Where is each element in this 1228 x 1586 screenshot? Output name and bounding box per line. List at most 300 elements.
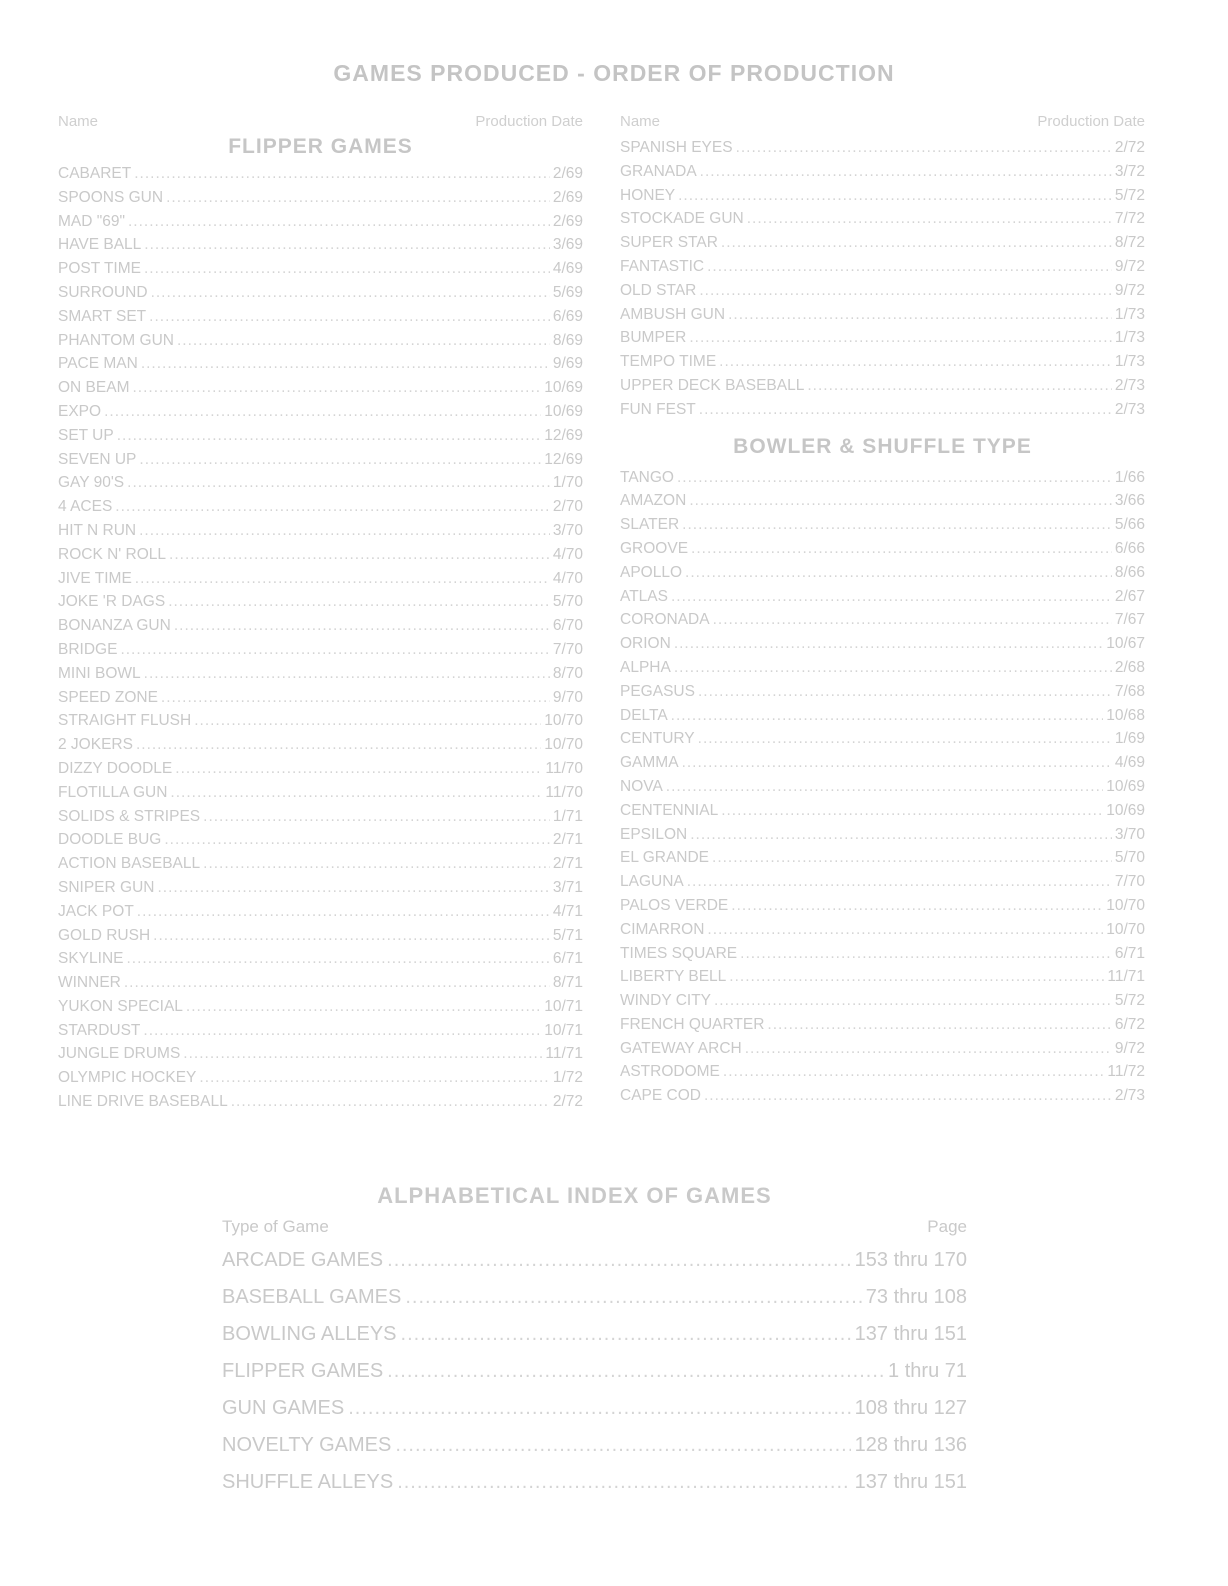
list-item — [620, 136, 1145, 160]
dot-leader — [401, 1316, 851, 1353]
item-date: 6/69 — [552, 307, 583, 325]
list-item — [58, 448, 583, 472]
list-item — [58, 709, 583, 733]
dot-leader — [747, 207, 1112, 231]
item-name: UPPER DECK BASEBALL — [620, 376, 805, 394]
list-item — [58, 186, 583, 210]
dot-leader — [139, 448, 541, 472]
list-item — [620, 303, 1145, 327]
item-date: 10/69 — [1106, 777, 1145, 795]
dot-leader — [174, 614, 550, 638]
list-item — [620, 1084, 1145, 1108]
item-date: 2/73 — [1114, 400, 1145, 418]
dot-leader — [713, 608, 1112, 632]
item-name: JUNGLE DRUMS — [58, 1045, 181, 1063]
list-item — [620, 965, 1145, 989]
item-date: 1/73 — [1114, 305, 1145, 323]
item-date: 3/71 — [552, 878, 583, 896]
item-name: NOVELTY GAMES — [222, 1434, 392, 1456]
left-column-header — [58, 112, 583, 132]
dot-leader — [127, 471, 550, 495]
dot-leader — [699, 398, 1112, 422]
item-date: 2/73 — [1114, 1087, 1145, 1105]
list-item — [58, 1019, 583, 1043]
item-name: PHANTOM GUN — [58, 331, 174, 349]
dot-leader — [104, 400, 541, 424]
item-date: 10/70 — [544, 736, 583, 754]
index-title: ALPHABETICAL INDEX OF GAMES — [377, 1183, 772, 1208]
dot-leader — [707, 918, 1103, 942]
dot-leader — [128, 210, 550, 234]
list-item — [58, 1090, 583, 1114]
item-date: 7/72 — [1114, 210, 1145, 228]
item-name: ORION — [620, 635, 671, 653]
item-date: 11/71 — [545, 1045, 583, 1063]
list-item — [620, 350, 1145, 374]
list-item — [620, 398, 1145, 422]
list-item — [620, 279, 1145, 303]
dot-leader — [164, 828, 549, 852]
item-name: HIT N RUN — [58, 521, 137, 539]
left-column — [58, 112, 583, 1114]
item-date: 4/71 — [552, 902, 583, 920]
dot-leader — [682, 751, 1112, 775]
list-item — [620, 989, 1145, 1013]
dot-leader — [153, 924, 550, 948]
item-date: 10/69 — [544, 379, 583, 397]
dot-leader — [137, 900, 550, 924]
item-pages: 137 thru 151 — [854, 1323, 967, 1345]
list-item — [58, 495, 583, 519]
item-date: 11/70 — [545, 783, 583, 801]
dot-leader — [132, 376, 541, 400]
list-item — [620, 231, 1145, 255]
dot-leader — [144, 662, 550, 686]
item-name: 2 JOKERS — [58, 736, 133, 754]
dot-leader — [700, 160, 1112, 184]
dot-leader — [397, 1464, 850, 1501]
item-name: SPOONS GUN — [58, 188, 164, 206]
list-item — [58, 471, 583, 495]
item-date: 6/72 — [1114, 1015, 1145, 1033]
item-date: 1/73 — [1114, 353, 1145, 371]
dot-leader — [712, 846, 1112, 870]
index-header-page: Page — [927, 1217, 967, 1236]
item-name: PALOS VERDE — [620, 896, 729, 914]
item-date: 10/67 — [1106, 635, 1145, 653]
item-name: STOCKADE GUN — [620, 210, 744, 228]
item-name: GOLD RUSH — [58, 926, 151, 944]
item-name: SET UP — [58, 426, 114, 444]
dot-leader — [714, 989, 1112, 1013]
list-item — [58, 567, 583, 591]
item-date: 9/72 — [1114, 1039, 1145, 1057]
item-name: DELTA — [620, 706, 668, 724]
dot-leader — [157, 876, 549, 900]
item-pages: 1 thru 71 — [888, 1360, 967, 1382]
item-date: 1/71 — [552, 807, 583, 825]
list-item — [58, 805, 583, 829]
dot-leader — [690, 823, 1112, 847]
dot-leader — [143, 1019, 541, 1043]
dot-leader — [199, 1066, 549, 1090]
dot-leader — [141, 352, 550, 376]
alphabetical-index — [222, 1180, 967, 1501]
item-date: 7/67 — [1114, 611, 1145, 629]
item-date: 1/70 — [552, 474, 583, 492]
item-date: 10/71 — [544, 1021, 583, 1039]
dot-leader — [674, 656, 1112, 680]
dot-leader — [721, 799, 1103, 823]
item-name: CORONADA — [620, 611, 710, 629]
item-name: DIZZY DOODLE — [58, 759, 173, 777]
right-header-date: Production Date — [1037, 113, 1145, 130]
list-item — [58, 686, 583, 710]
item-date: 8/72 — [1114, 234, 1145, 252]
item-name: BONANZA GUN — [58, 617, 171, 635]
list-item — [58, 662, 583, 686]
item-name: MAD "69" — [58, 212, 125, 230]
item-name: ROCK N' ROLL — [58, 545, 167, 563]
list-item — [620, 1060, 1145, 1084]
item-date: 6/66 — [1114, 539, 1145, 557]
item-date: 4/70 — [552, 545, 583, 563]
list-item — [58, 971, 583, 995]
list-item — [58, 900, 583, 924]
item-date: 2/71 — [552, 831, 583, 849]
list-item — [58, 305, 583, 329]
item-name: SUPER STAR — [620, 234, 718, 252]
item-name: BUMPER — [620, 329, 687, 347]
index-list — [222, 1242, 967, 1501]
item-date: 2/69 — [552, 165, 583, 182]
item-date: 10/70 — [1106, 896, 1145, 914]
item-date: 5/70 — [1114, 849, 1145, 867]
flipper-games-list — [58, 162, 583, 1114]
item-date: 2/69 — [552, 188, 583, 206]
item-name: HAVE BALL — [58, 236, 142, 254]
dot-leader — [115, 495, 550, 519]
dot-leader — [699, 279, 1111, 303]
list-item — [58, 638, 583, 662]
item-name: LAGUNA — [620, 873, 684, 891]
dot-leader — [666, 775, 1103, 799]
dot-leader — [161, 686, 550, 710]
item-date: 11/70 — [545, 759, 583, 777]
dot-leader — [767, 1013, 1111, 1037]
dot-leader — [124, 971, 550, 995]
item-date: 7/68 — [1114, 682, 1145, 700]
dot-leader — [677, 466, 1112, 490]
item-name: PACE MAN — [58, 355, 138, 373]
list-item — [58, 614, 583, 638]
dot-leader — [348, 1390, 850, 1427]
item-name: EPSILON — [620, 825, 688, 843]
index-row — [222, 1316, 967, 1353]
list-item — [620, 656, 1145, 680]
item-name: FUN FEST — [620, 400, 696, 418]
item-name: CAPE COD — [620, 1087, 701, 1105]
item-name: ALPHA — [620, 658, 671, 676]
item-date: 6/70 — [552, 617, 583, 635]
item-date: 9/72 — [1114, 257, 1145, 275]
item-date: 10/70 — [1106, 920, 1145, 938]
item-pages: 137 thru 151 — [854, 1471, 967, 1493]
dot-leader — [144, 257, 550, 281]
list-item — [58, 376, 583, 400]
item-date: 3/70 — [552, 521, 583, 539]
item-name: CENTENNIAL — [620, 801, 719, 819]
dot-leader — [731, 894, 1103, 918]
dot-leader — [729, 965, 1104, 989]
item-date: 9/69 — [552, 355, 583, 373]
list-item — [620, 326, 1145, 350]
item-date: 6/71 — [1114, 944, 1145, 962]
item-name: TIMES SQUARE — [620, 944, 738, 962]
item-name: EXPO — [58, 402, 102, 420]
item-name: SOLIDS & STRIPES — [58, 807, 201, 825]
dot-leader — [186, 995, 541, 1019]
dot-leader — [136, 733, 541, 757]
dot-leader — [134, 162, 550, 186]
item-name: HONEY — [620, 186, 676, 204]
item-date: 10/69 — [1106, 801, 1145, 819]
list-item — [620, 608, 1145, 632]
item-name: CABARET — [58, 165, 132, 182]
left-header-name: Name — [58, 113, 99, 130]
list-item — [620, 537, 1145, 561]
item-name: SMART SET — [58, 307, 147, 325]
flipper-section-title: FLIPPER GAMES — [228, 135, 413, 158]
dot-leader — [149, 305, 550, 329]
item-name: SKYLINE — [58, 950, 124, 968]
item-date: 3/72 — [1114, 162, 1145, 180]
list-item — [620, 466, 1145, 490]
list-item — [58, 257, 583, 281]
dot-leader — [674, 632, 1103, 656]
item-date: 2/70 — [552, 498, 583, 516]
index-row — [222, 1279, 967, 1316]
list-item — [620, 632, 1145, 656]
item-name: SURROUND — [58, 283, 148, 301]
dot-leader — [689, 326, 1112, 350]
item-date: 12/69 — [544, 450, 583, 468]
list-item — [620, 775, 1145, 799]
item-name: FANTASTIC — [620, 257, 705, 275]
item-pages: 153 thru 170 — [854, 1249, 967, 1271]
list-item — [58, 519, 583, 543]
list-item — [620, 489, 1145, 513]
item-date: 4/69 — [552, 260, 583, 278]
item-name: ARCADE GAMES — [222, 1249, 384, 1271]
item-name: ON BEAM — [58, 379, 130, 397]
dot-leader — [169, 543, 550, 567]
list-item — [620, 942, 1145, 966]
item-name: STARDUST — [58, 1021, 141, 1039]
list-item — [620, 1037, 1145, 1061]
dot-leader — [740, 942, 1112, 966]
item-date: 1/72 — [552, 1069, 583, 1087]
item-date: 6/71 — [552, 950, 583, 968]
dot-leader — [698, 727, 1112, 751]
dot-leader — [671, 585, 1112, 609]
item-name: SPEED ZONE — [58, 688, 158, 706]
dot-leader — [170, 781, 542, 805]
list-item — [620, 513, 1145, 537]
dot-leader — [135, 567, 550, 591]
list-item — [620, 561, 1145, 585]
item-name: ASTRODOME — [620, 1063, 720, 1081]
list-item — [620, 1013, 1145, 1037]
item-date: 10/71 — [544, 997, 583, 1015]
dot-leader — [689, 489, 1112, 513]
item-name: TEMPO TIME — [620, 353, 717, 371]
item-date: 2/72 — [1114, 139, 1145, 156]
dot-leader — [728, 303, 1112, 327]
item-name: SNIPER GUN — [58, 878, 155, 896]
index-row — [222, 1353, 967, 1390]
list-item — [58, 1042, 583, 1066]
bowler-shuffle-list — [620, 466, 1145, 1109]
list-item — [58, 400, 583, 424]
dot-leader — [707, 255, 1112, 279]
list-item — [620, 846, 1145, 870]
item-pages: 128 thru 136 — [854, 1434, 967, 1456]
list-item — [58, 876, 583, 900]
item-name: SPANISH EYES — [620, 139, 733, 156]
item-date: 1/73 — [1114, 329, 1145, 347]
item-name: ATLAS — [620, 587, 668, 605]
item-name: 4 ACES — [58, 498, 113, 516]
item-pages: 73 thru 108 — [865, 1286, 967, 1308]
item-date: 2/73 — [1114, 376, 1145, 394]
dot-leader — [194, 709, 541, 733]
item-date: 8/66 — [1114, 563, 1145, 581]
list-item — [58, 352, 583, 376]
item-name: LINE DRIVE BASEBALL — [58, 1093, 228, 1111]
item-name: EL GRANDE — [620, 849, 710, 867]
item-date: 3/70 — [1114, 825, 1145, 843]
item-name: NOVA — [620, 777, 663, 795]
item-name: LIBERTY BELL — [620, 968, 727, 986]
item-name: BRIDGE — [58, 640, 118, 658]
list-item — [58, 852, 583, 876]
item-date: 5/70 — [552, 593, 583, 611]
item-name: WINNER — [58, 974, 121, 992]
flipper-games-list-continued — [620, 136, 1145, 422]
list-item — [620, 870, 1145, 894]
item-date: 5/66 — [1114, 516, 1145, 534]
item-name: AMAZON — [620, 492, 687, 510]
list-item — [620, 585, 1145, 609]
dot-leader — [117, 424, 542, 448]
list-item — [620, 680, 1145, 704]
item-date: 9/72 — [1114, 281, 1145, 299]
item-date: 9/70 — [552, 688, 583, 706]
dot-leader — [395, 1427, 850, 1464]
item-name: OLD STAR — [620, 281, 697, 299]
list-item — [620, 894, 1145, 918]
dot-leader — [721, 231, 1112, 255]
item-date: 10/68 — [1106, 706, 1145, 724]
dot-leader — [745, 1037, 1112, 1061]
dot-leader — [671, 704, 1104, 728]
item-date: 5/72 — [1114, 992, 1145, 1010]
list-item — [620, 727, 1145, 751]
item-date: 11/72 — [1107, 1063, 1145, 1081]
list-item — [58, 828, 583, 852]
index-row — [222, 1390, 967, 1427]
right-column-header — [620, 112, 1145, 132]
item-name: BASEBALL GAMES — [222, 1286, 402, 1308]
item-name: SEVEN UP — [58, 450, 137, 468]
dot-leader — [682, 513, 1112, 537]
item-date: 7/70 — [552, 640, 583, 658]
dot-leader — [719, 350, 1112, 374]
index-row — [222, 1242, 967, 1279]
item-date: 3/66 — [1114, 492, 1145, 510]
item-date: 2/72 — [552, 1093, 583, 1111]
item-name: FLOTILLA GUN — [58, 783, 168, 801]
list-item — [620, 160, 1145, 184]
item-name: APOLLO — [620, 563, 683, 581]
dot-leader — [166, 186, 550, 210]
dot-leader — [168, 590, 550, 614]
dot-leader — [203, 805, 550, 829]
dot-leader — [151, 281, 550, 305]
item-name: PEGASUS — [620, 682, 695, 700]
index-row — [222, 1427, 967, 1464]
item-name: SLATER — [620, 516, 680, 534]
item-name: MINI BOWL — [58, 664, 141, 682]
item-date: 2/69 — [552, 212, 583, 230]
right-header-name: Name — [620, 113, 661, 130]
item-date: 8/71 — [552, 974, 583, 992]
list-item — [58, 1066, 583, 1090]
dot-leader — [175, 757, 542, 781]
list-item — [620, 704, 1145, 728]
item-name: GATEWAY ARCH — [620, 1039, 742, 1057]
item-date: 1/66 — [1114, 468, 1145, 486]
page-title: GAMES PRODUCED - ORDER OF PRODUCTION — [333, 60, 895, 86]
dot-leader — [203, 852, 550, 876]
item-name: POST TIME — [58, 260, 141, 278]
item-date: 8/69 — [552, 331, 583, 349]
item-date: 10/69 — [544, 402, 583, 420]
list-item — [58, 233, 583, 257]
item-date: 8/70 — [552, 664, 583, 682]
item-date: 12/69 — [544, 426, 583, 444]
list-item — [58, 590, 583, 614]
dot-leader — [698, 680, 1112, 704]
item-name: FLIPPER GAMES — [222, 1360, 384, 1382]
item-name: GAMMA — [620, 754, 679, 772]
dot-leader — [723, 1060, 1104, 1084]
bowler-section-title: BOWLER & SHUFFLE TYPE — [733, 434, 1032, 458]
list-item — [58, 281, 583, 305]
index-header — [222, 1212, 967, 1242]
list-item — [58, 947, 583, 971]
list-item — [58, 757, 583, 781]
item-date: 2/68 — [1114, 658, 1145, 676]
dot-leader — [736, 136, 1112, 160]
item-pages: 108 thru 127 — [854, 1397, 967, 1419]
item-name: DOODLE BUG — [58, 831, 162, 849]
dot-leader — [807, 374, 1111, 398]
list-item — [620, 799, 1145, 823]
item-date: 1/69 — [1114, 730, 1145, 748]
list-item — [58, 210, 583, 234]
